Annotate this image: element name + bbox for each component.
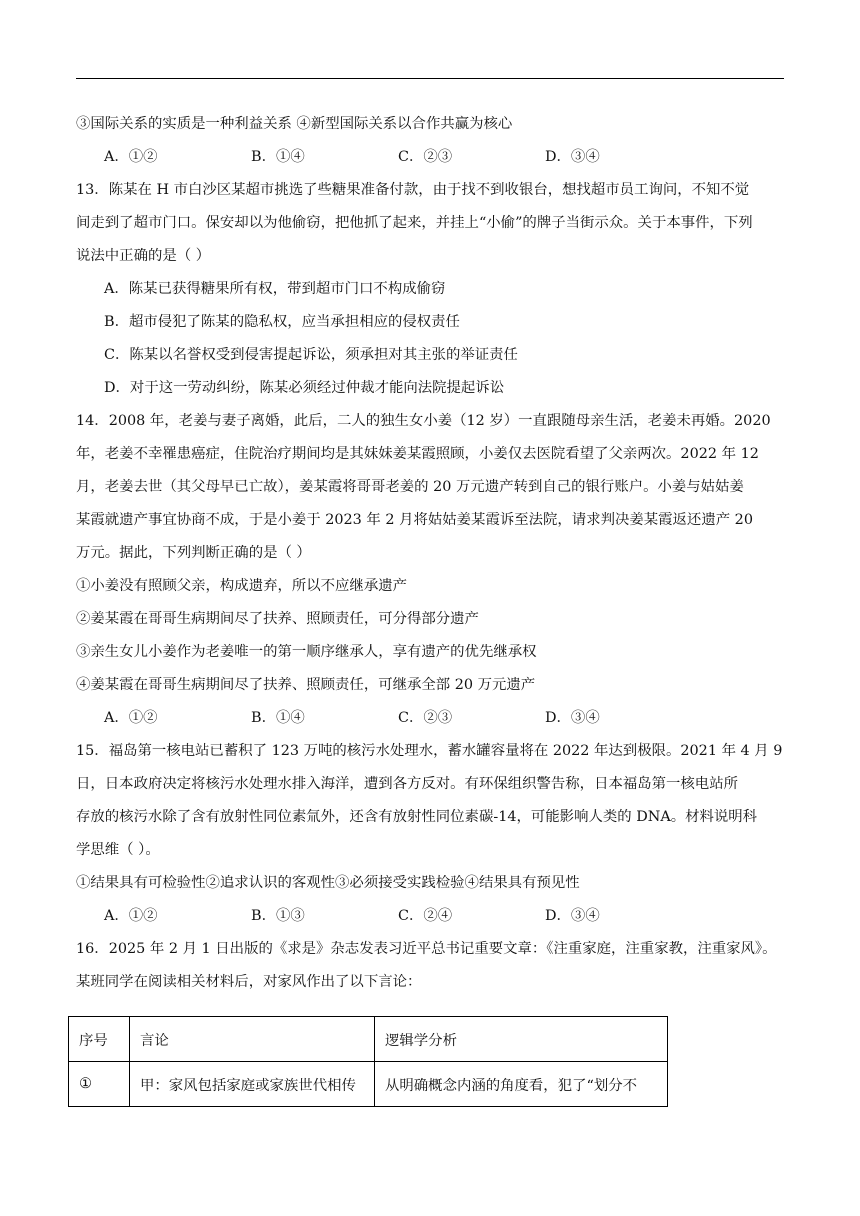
table-header-row xyxy=(69,1017,668,1062)
table-header-cell: 言论 xyxy=(130,1017,375,1062)
q14-option-b: B．①④ xyxy=(251,710,305,726)
q12-option-b: B．①④ xyxy=(251,149,305,165)
q14-option-c: C．②③ xyxy=(398,710,453,726)
table-cell: 从明确概念内涵的角度看，犯了“划分不 xyxy=(375,1062,668,1107)
q14-option-a: A．①② xyxy=(104,710,158,726)
q15-stem-line-3: 存放的核污水除了含有放射性同位素氚外，还含有放射性同位素碳-14，可能影响人类的 DNA。材料说明科 xyxy=(76,809,758,825)
q14-stem-line-2: 年，老姜不幸罹患癌症，住院治疗期间均是其妹妹姜某霞照顾，小姜仅去医院看望了父亲两次。2022 年 12 xyxy=(76,446,759,462)
q15-stem-line-2: 日，日本政府决定将核污水处理水排入海洋，遭到各方反对。有环保组织警告称，日本福岛第一核电站所 xyxy=(76,776,738,792)
q15-option-b: B．①③ xyxy=(251,908,305,924)
q16-stem-line-2: 某班同学在阅读相关材料后，对家风作出了以下言论： xyxy=(76,974,422,990)
table-row xyxy=(69,1062,668,1107)
q15-stem-line-1: 15．福岛第一核电站已蓄积了 123 万吨的核污水处理水，蓄水罐容量将在 2022 年达到极限。2021 年 4 月 9 xyxy=(76,743,783,759)
q12-option-d: D．③④ xyxy=(545,149,600,165)
q14-statement-4: ④姜某霞在哥哥生病期间尽了扶养、照顾责任，可继承全部 20 万元遗产 xyxy=(76,677,536,693)
q13-option-b: B．超市侵犯了陈某的隐私权，应当承担相应的侵权责任 xyxy=(104,314,460,330)
q16-table xyxy=(68,1016,668,1107)
table-cell: ① xyxy=(69,1062,130,1107)
q13-stem-line-2: 间走到了超市门口。保安却以为他偷窃，把他抓了起来，并挂上“小偷”的牌子当街示众。关于本事件，下列 xyxy=(76,215,753,231)
q15-stem-line-4: 学思维（ ）。 xyxy=(76,842,160,858)
q13-option-a: A．陈某已获得糖果所有权，带到超市门口不构成偷窃 xyxy=(104,281,446,297)
q14-statement-2: ②姜某霞在哥哥生病期间尽了扶养、照顾责任，可分得部分遗产 xyxy=(76,611,479,627)
q14-stem-line-3: 月，老姜去世（其父母早已亡故），姜某霞将哥哥老姜的 20 万元遗产转到自己的银行账户。小姜与姑姑姜 xyxy=(76,479,744,495)
table-cell: 甲：家风包括家庭或家族世代相传 xyxy=(130,1062,375,1107)
q13-option-d: D．对于这一劳动纠纷，陈某必须经过仲裁才能向法院提起诉讼 xyxy=(104,380,505,396)
table-header-cell: 逻辑学分析 xyxy=(375,1017,668,1062)
q15-option-a: A．①② xyxy=(104,908,158,924)
q13-option-c: C．陈某以名誉权受到侵害提起诉讼，须承担对其主张的举证责任 xyxy=(104,347,518,363)
q14-stem-line-4: 某霞就遗产事宜协商不成，于是小姜于 2023 年 2 月将姑姑姜某霞诉至法院，请求判决姜某霞返还遗产 20 xyxy=(76,512,753,528)
q12-option-c: C．②③ xyxy=(398,149,453,165)
question-content xyxy=(76,108,786,999)
q15-option-c: C．②④ xyxy=(398,908,453,924)
q16-stem-line-1: 16．2025 年 2 月 1 日出版的《求是》杂志发表习近平总书记重要文章：《注重家庭，注重家教，注重家风》。 xyxy=(76,941,777,957)
q15-option-d: D．③④ xyxy=(545,908,600,924)
q13-stem-line-1: 13．陈某在 H 市白沙区某超市挑选了些糖果准备付款，由于找不到收银台，想找超市员工询问，不知不觉 xyxy=(76,182,750,198)
q14-statement-1: ①小姜没有照顾父亲，构成遗弃，所以不应继承遗产 xyxy=(76,578,407,594)
q15-options xyxy=(76,900,786,933)
q14-statement-3: ③亲生女儿小姜作为老姜唯一的第一顺序继承人，享有遗产的优先继承权 xyxy=(76,644,537,660)
header-rule xyxy=(76,78,784,79)
q14-stem-line-1: 14．2008 年，老姜与妻子离婚，此后，二人的独生女小姜（12 岁）一直跟随母亲生活，老姜未再婚。2020 xyxy=(76,413,771,429)
q13-stem-line-3: 说法中正确的是（ ） xyxy=(76,248,211,264)
q14-stem-line-5: 万元。据此，下列判断正确的是（ ） xyxy=(76,545,311,561)
q15-statement: ①结果具有可检验性②追求认识的客观性③必须接受实践检验④结果具有预见性 xyxy=(76,875,580,891)
q14-option-d: D．③④ xyxy=(545,710,600,726)
q12-statement: ③国际关系的实质是一种利益关系 ④新型国际关系以合作共赢为核心 xyxy=(76,116,513,132)
q12-option-a: A．①② xyxy=(104,149,158,165)
q14-options xyxy=(76,702,786,735)
q12-options xyxy=(76,141,786,174)
table-header-cell: 序号 xyxy=(69,1017,130,1062)
